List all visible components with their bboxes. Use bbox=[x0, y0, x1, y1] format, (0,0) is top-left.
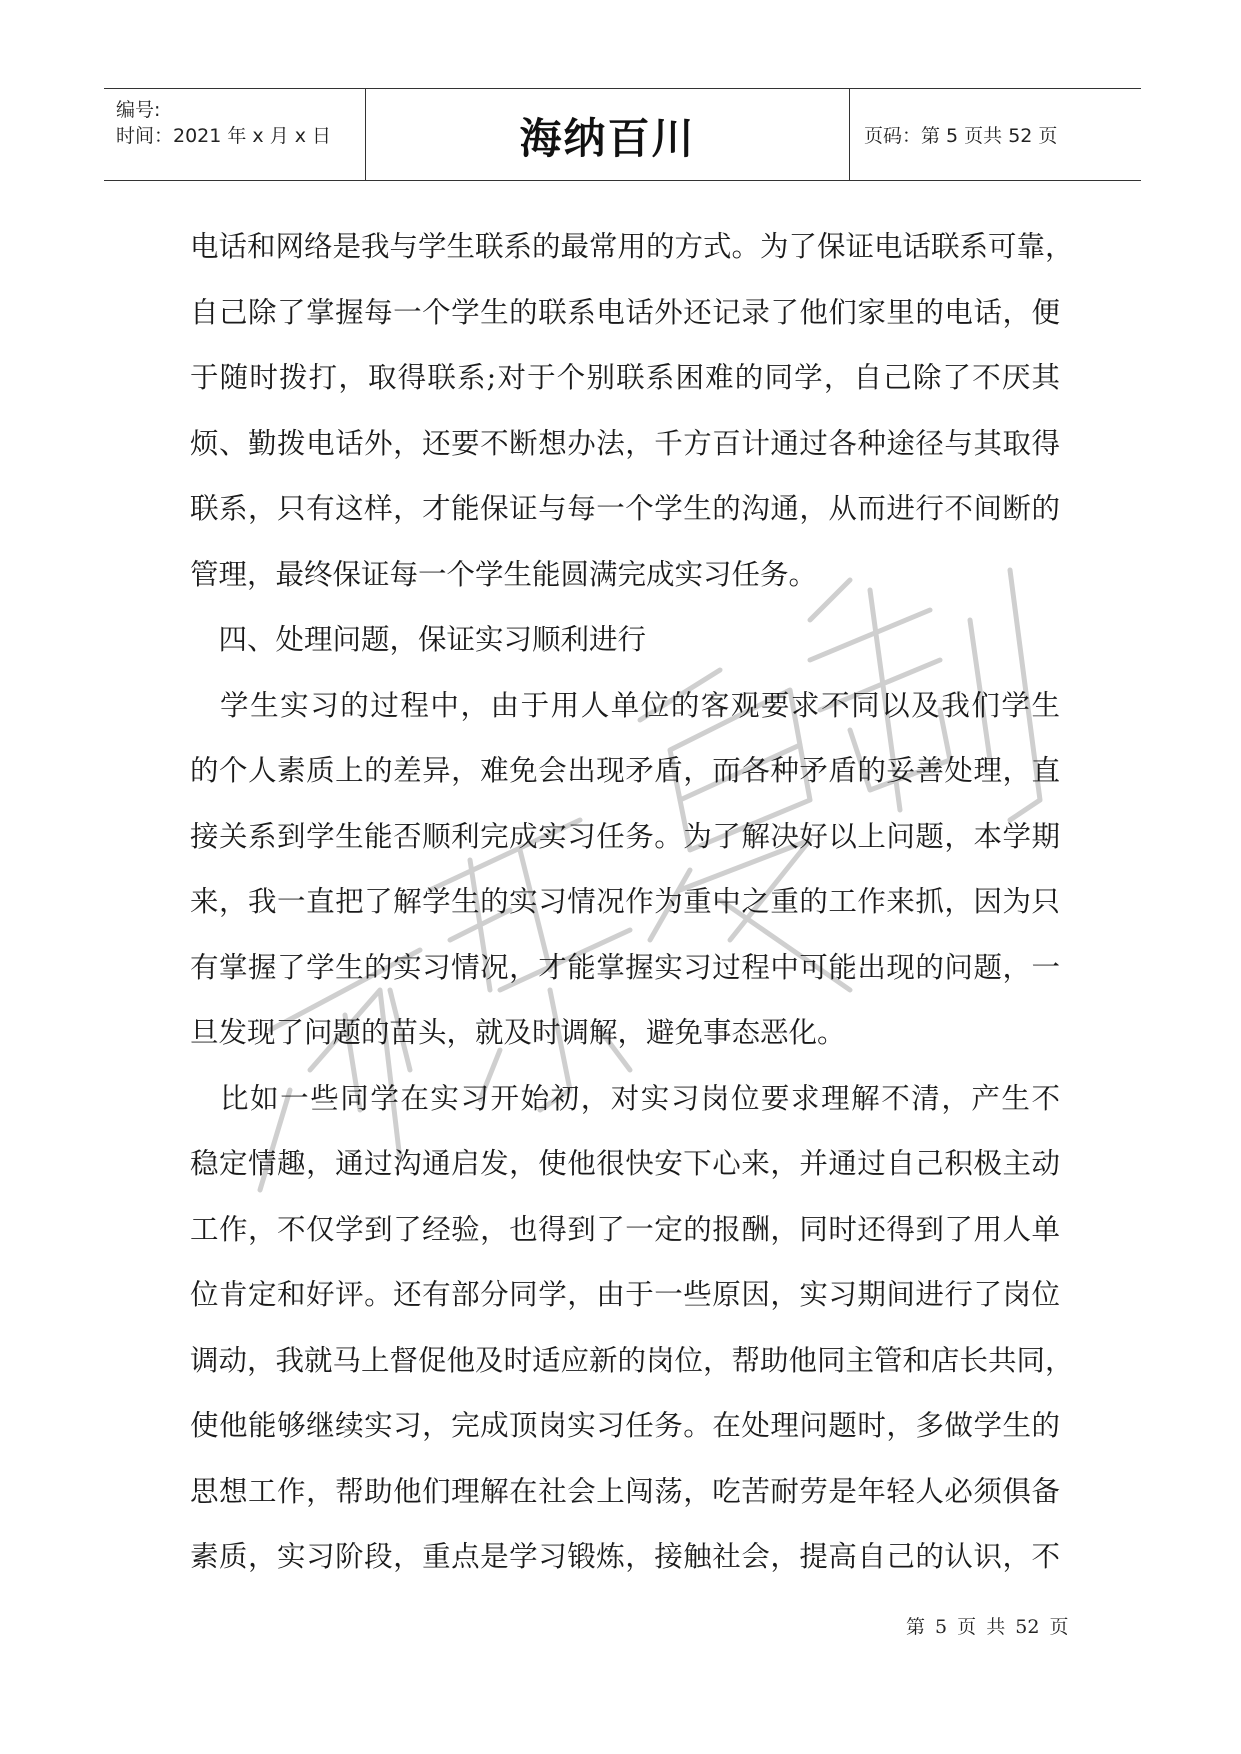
page-footer: 第 5 页 共 52 页 bbox=[906, 1616, 1069, 1638]
text-line: 于随时拨打，取得联系;对于个别联系困难的同学，自己除了不厌其 bbox=[190, 361, 1060, 394]
page-header bbox=[104, 88, 1141, 181]
text-line: 电话和网络是我与学生联系的最常用的方式。为了保证电话联系可靠， bbox=[190, 230, 1074, 263]
body-text bbox=[190, 214, 1074, 1590]
text-line: 旦发现了问题的苗头，就及时调解，避免事态恶化。 bbox=[190, 1016, 846, 1049]
text-line: 管理，最终保证每一个学生能圆满完成实习任务。 bbox=[190, 557, 818, 591]
text-line: 素质，实习阶段，重点是学习锻炼，接触社会，提高自己的认识，不 bbox=[190, 1540, 1060, 1573]
text-line: 学生实习的过程中，由于用人单位的客观要求不同以及我们学生 bbox=[190, 688, 1060, 722]
text-line: 稳定情趣，通过沟通启发，使他很快安下心来，并通过自己积极主动 bbox=[190, 1147, 1060, 1180]
text-line: 联系，只有这样，才能保证与每一个学生的沟通，从而进行不间断的 bbox=[190, 492, 1060, 525]
number-label: 编号: bbox=[116, 99, 161, 121]
header-meta bbox=[104, 89, 366, 180]
time-label: 时间：2021 年 x 月 x 日 bbox=[116, 125, 332, 147]
page-code: 页码：第 5 页共 52 页 bbox=[864, 125, 1058, 147]
brand-title: 海纳百川 bbox=[519, 113, 696, 163]
text-line: 烦、勤拨电话外，还要不断想办法，千方百计通过各种途径与其取得 bbox=[190, 426, 1060, 460]
text-line: 工作，不仅学到了经验，也得到了一定的报酬，同时还得到了用人单 bbox=[190, 1212, 1060, 1246]
section-heading: 四、处理问题，保证实习顺利进行 bbox=[190, 623, 647, 656]
text-line: 的个人素质上的差异，难免会出现矛盾，而各种矛盾的妥善处理，直 bbox=[190, 754, 1060, 787]
text-line: 比如一些同学在实习开始初，对实习岗位要求理解不清，产生不 bbox=[190, 1081, 1060, 1115]
text-line: 有掌握了学生的实习情况，才能掌握实习过程中可能出现的问题，一 bbox=[190, 950, 1060, 984]
text-line: 思想工作，帮助他们理解在社会上闯荡，吃苦耐劳是年轻人必须俱备 bbox=[190, 1474, 1060, 1508]
text-line: 接关系到学生能否顺利完成实习任务。为了解决好以上问题，本学期 bbox=[190, 819, 1060, 853]
header-page-cell bbox=[850, 89, 1141, 180]
text-line: 自己除了掌握每一个学生的联系电话外还记录了他们家里的电话，便 bbox=[190, 295, 1060, 329]
header-brand-cell bbox=[366, 89, 850, 180]
text-line: 使他能够继续实习，完成顶岗实习任务。在处理问题时，多做学生的 bbox=[190, 1409, 1060, 1442]
text-line: 位肯定和好评。还有部分同学，由于一些原因，实习期间进行了岗位 bbox=[190, 1278, 1060, 1311]
text-line: 调动，我就马上督促他及时适应新的岗位，帮助他同主管和店长共同， bbox=[190, 1343, 1074, 1377]
text-line: 来，我一直把了解学生的实习情况作为重中之重的工作来抓，因为只 bbox=[190, 885, 1060, 918]
